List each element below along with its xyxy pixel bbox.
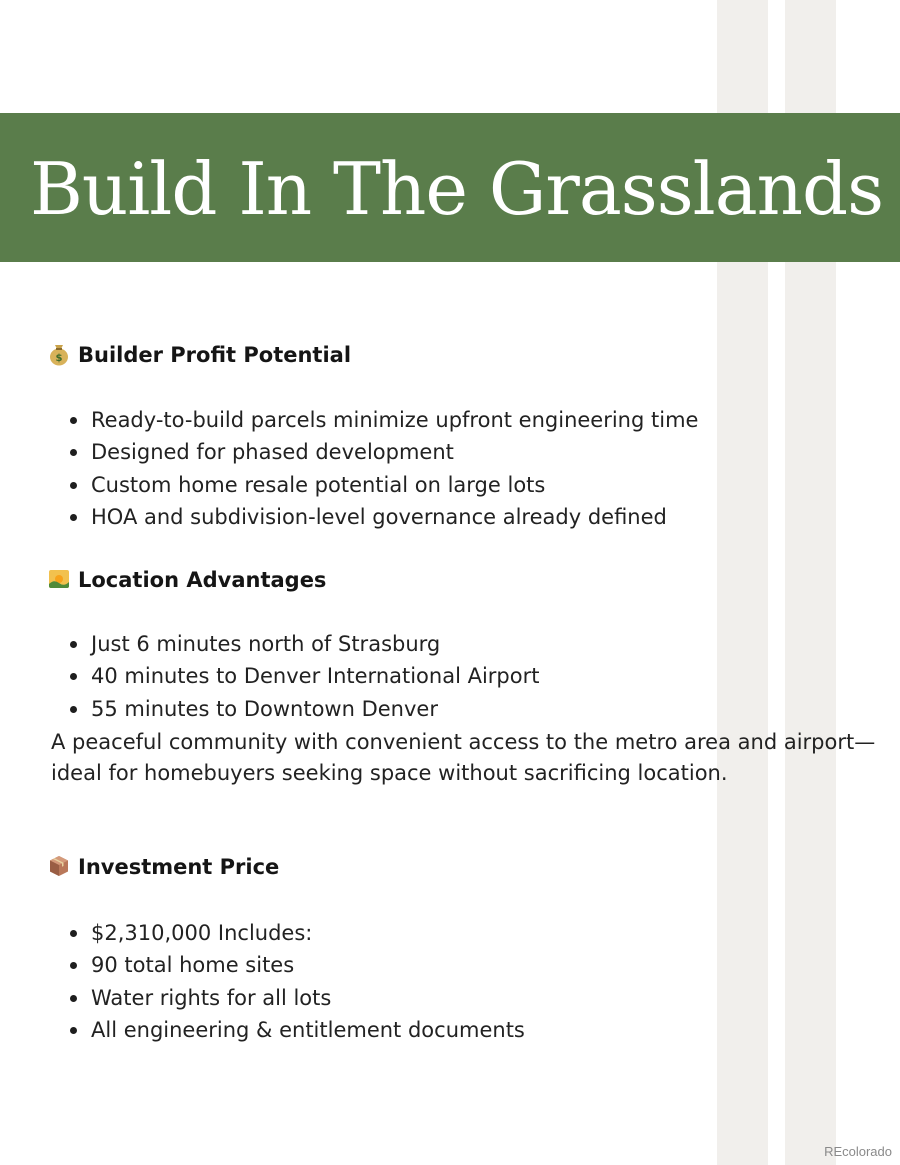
landscape-icon <box>48 567 70 591</box>
watermark: REcolorado <box>824 1144 892 1159</box>
list-item: $2,310,000 Includes: <box>70 917 525 949</box>
section-heading-investment <box>48 853 279 881</box>
section-heading-profit-label: Builder Profit Potential <box>78 343 352 367</box>
list-item: 40 minutes to Denver International Airport <box>70 660 539 692</box>
section-heading-investment-label: Investment Price <box>78 855 280 879</box>
section-heading-location-label: Location Advantages <box>78 568 327 592</box>
list-item: Designed for phased development <box>70 436 698 468</box>
package-icon <box>48 854 70 878</box>
svg-text:$: $ <box>55 353 63 364</box>
list-item: Ready-to-build parcels minimize upfront engineering time <box>70 404 698 436</box>
list-item: HOA and subdivision-level governance already defined <box>70 501 698 533</box>
list-item: All engineering & entitlement documents <box>70 1014 525 1046</box>
list-item: 90 total home sites <box>70 949 525 981</box>
location-paragraph: A peaceful community with convenient access to the metro area and airport—ideal for homebuyers seeking space without sacrificing location. <box>51 730 876 785</box>
profit-list <box>70 404 698 533</box>
list-item: 55 minutes to Downtown Denver <box>70 693 539 725</box>
list-item: Just 6 minutes north of Strasburg <box>70 628 539 660</box>
page-title: Build In The Grasslands <box>30 147 884 231</box>
location-list <box>70 628 539 725</box>
section-heading-profit <box>48 341 351 369</box>
section-heading-location <box>48 566 326 594</box>
list-item: Water rights for all lots <box>70 982 525 1014</box>
money-bag-icon <box>48 342 70 366</box>
investment-list <box>70 917 525 1046</box>
list-item: Custom home resale potential on large lots <box>70 469 698 501</box>
